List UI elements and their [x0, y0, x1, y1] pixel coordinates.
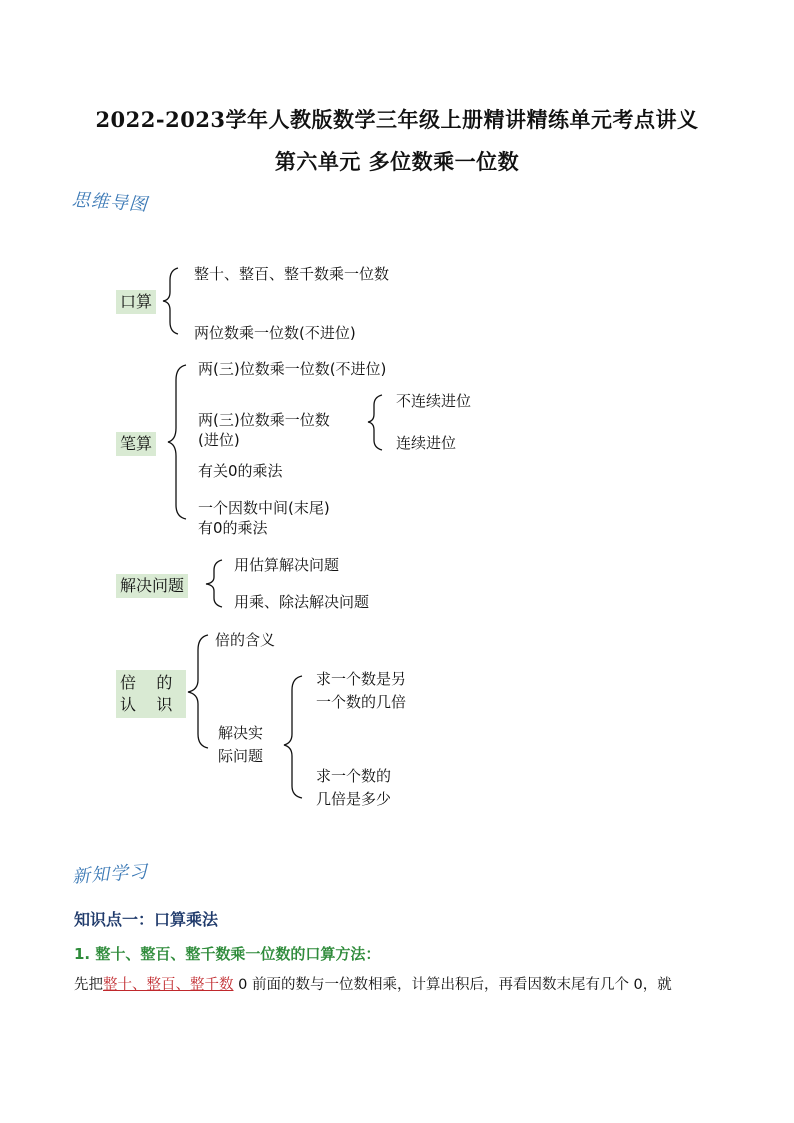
- bisuan-item-1: 两(三)位数乘一位数(不进位): [198, 360, 387, 378]
- bei-node: [116, 670, 186, 718]
- bisuan-item-2: 两(三)位数乘一位数: [198, 411, 330, 429]
- jiejue-node: 解决问题: [116, 574, 188, 598]
- mindmap-tag: 思维导图: [71, 189, 149, 216]
- bei-sub-1a: 求一个数是另: [316, 670, 407, 688]
- bisuan-sub-2: 连续进位: [396, 434, 457, 452]
- new-learning-tag: 新知学习: [71, 861, 149, 888]
- kousuan-item-1: 整十、整百、整千数乘一位数: [194, 265, 390, 283]
- bisuan-node: 笔算: [116, 432, 156, 456]
- bei-node-top: 倍 的: [120, 673, 173, 692]
- para-highlight: 整十、整百、整千数: [103, 977, 234, 993]
- bisuan-item-4: 一个因数中间(末尾): [198, 499, 330, 517]
- bei-sub-1b: 一个数的几倍: [316, 693, 407, 711]
- para-suffix: 0 前面的数与一位数相乘，计算出积后，再看因数末尾有几个 0，就: [233, 977, 672, 993]
- bei-node-bottom: 认 识: [120, 695, 173, 714]
- knowledge-point-1-title: 知识点一：口算乘法: [74, 910, 219, 929]
- para-prefix: 先把: [74, 977, 103, 993]
- bisuan-item-2b: (进位): [198, 431, 240, 449]
- knowledge-point-1-paragraph: [74, 974, 672, 996]
- bei-item-1: 倍的含义: [215, 631, 276, 649]
- bei-sub-2a: 求一个数的: [316, 767, 392, 785]
- bisuan-item-3: 有关0的乘法: [198, 462, 283, 480]
- bei-item-2a: 解决实: [218, 724, 264, 742]
- unit-title: 第六单元 多位数乘一位数: [274, 149, 520, 174]
- kousuan-node: 口算: [116, 290, 156, 314]
- knowledge-point-1-subtitle: 1. 整十、整百、整千数乘一位数的口算方法：: [74, 945, 381, 963]
- bisuan-item-4b: 有0的乘法: [198, 519, 268, 537]
- jiejue-item-2: 用乘、除法解决问题: [234, 593, 370, 611]
- document-title: 2022-2023学年人教版数学三年级上册精讲精练单元考点讲义: [95, 107, 699, 132]
- bisuan-sub-1: 不连续进位: [396, 392, 472, 410]
- jiejue-item-1: 用估算解决问题: [234, 556, 340, 574]
- kousuan-item-2: 两位数乘一位数(不进位): [194, 324, 356, 342]
- bei-sub-2b: 几倍是多少: [316, 790, 392, 808]
- bei-item-2b: 际问题: [218, 747, 264, 765]
